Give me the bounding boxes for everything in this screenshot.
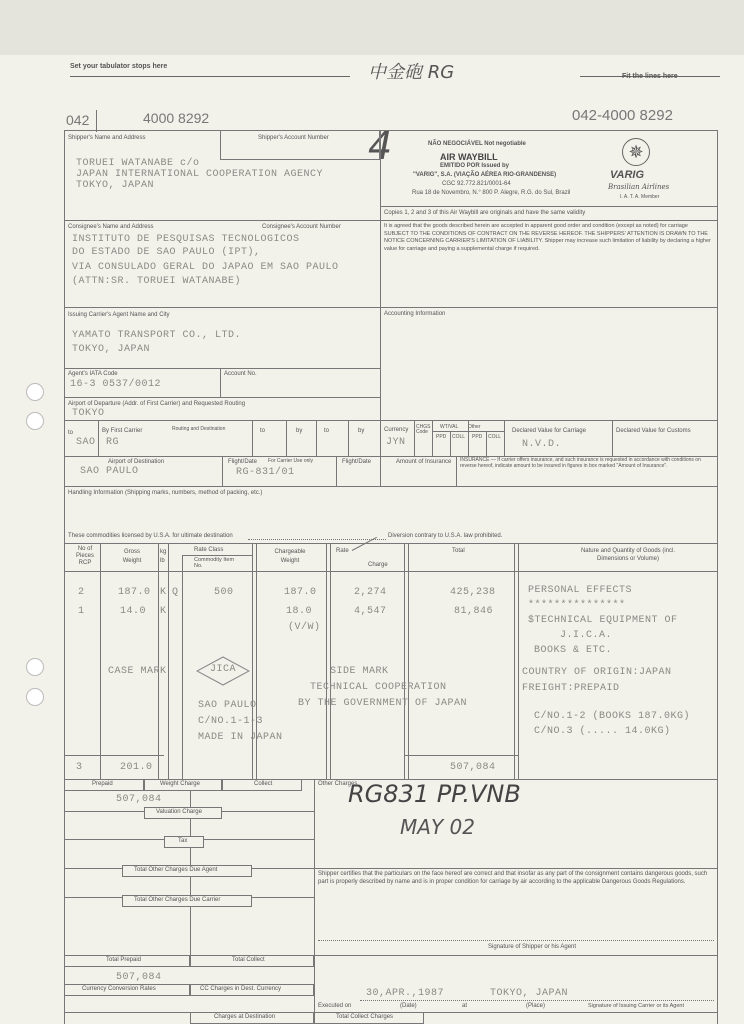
divider xyxy=(456,456,457,486)
carrier-use-label: For Carrier Use only xyxy=(268,458,314,464)
side-line: BY THE GOVERNMENT OF JAPAN xyxy=(298,698,468,709)
nature-line: *************** xyxy=(528,600,626,611)
case-mark: CASE MARK xyxy=(108,666,167,677)
cc-charges-label: CC Charges in Dest. Currency xyxy=(200,986,282,992)
divider xyxy=(514,543,515,779)
divider xyxy=(256,543,257,779)
row2-gross: 14.0 xyxy=(120,606,147,617)
divider xyxy=(326,543,327,779)
rate-header: Rate xyxy=(336,548,349,554)
agent-line: YAMATO TRANSPORT CO., LTD. xyxy=(72,330,242,341)
account-no-label: Account No. xyxy=(224,371,257,377)
total-gross: 201.0 xyxy=(120,762,153,773)
due-agent-label: Total Other Charges Due Agent xyxy=(134,867,218,873)
by3-label: by xyxy=(358,428,365,434)
total-prepaid-value: 507,084 xyxy=(116,972,162,983)
divider xyxy=(380,420,381,486)
at-label: at xyxy=(462,1003,468,1009)
insurance-note: INSURANCE — If carrier offers insurance, and such insurance is requested in accordance with conditions on reverse hereof, indicate amount to be insured in figures in box marked "Amount of Insurance". xyxy=(460,457,701,469)
row1-chargeable: 187.0 xyxy=(284,587,317,598)
iata-member: I. A. T. A. Member xyxy=(620,194,660,200)
to-label: to xyxy=(68,430,74,436)
dest-value: SAO PAULO xyxy=(80,466,139,477)
mark-line: SAO PAULO xyxy=(198,700,257,711)
row2-pieces: 1 xyxy=(78,606,85,617)
divider xyxy=(220,368,221,397)
divider xyxy=(64,307,718,308)
ppd-label: PPD xyxy=(472,434,483,440)
signature-line xyxy=(318,940,714,941)
ppd-label: PPD xyxy=(436,434,447,440)
conversion-label: Currency Conversion Rates xyxy=(82,986,156,992)
divider xyxy=(100,543,101,779)
currency-value: JYN xyxy=(386,437,406,448)
divider xyxy=(64,368,380,369)
awb-title: AIR WAYBILL xyxy=(440,152,498,162)
mark-line: C/NO.1-1-3 xyxy=(198,716,264,727)
agent-iata-value: 16-3 0537/0012 xyxy=(70,379,162,390)
date-label: (Date) xyxy=(400,1003,417,1009)
jica-diamond xyxy=(196,656,250,686)
row1-rate: 2,274 xyxy=(354,587,387,598)
charges-dest-label: Charges at Destination xyxy=(214,1014,276,1020)
divider xyxy=(182,555,252,556)
divider xyxy=(286,420,287,456)
pieces-header: No of Pieces RCP xyxy=(75,546,94,566)
prepaid-label: Prepaid xyxy=(92,781,113,787)
consignee-line: (ATTN:SR. TORUEI WATANABE) xyxy=(72,276,242,287)
nature-line: PERSONAL EFFECTS xyxy=(528,585,633,596)
total-collect-label: Total Collect xyxy=(232,957,265,963)
tabulator-text: Set your tabulator stops here xyxy=(70,63,168,70)
executed-on-label: Executed on xyxy=(318,1003,352,1009)
nature-line: BOOKS & ETC. xyxy=(534,645,613,656)
divider xyxy=(98,420,99,456)
departure-label: Airport of Departure (Addr. of First Carrier) and Requested Routing xyxy=(68,401,246,407)
signature-carrier-label: Signature of Issuing Carrier or its Agent xyxy=(588,1003,684,1009)
consignee-account-label: Consignee's Account Number xyxy=(262,224,341,230)
varig-script: Brasilian Airlines xyxy=(608,183,670,191)
row1-commodity: 500 xyxy=(214,587,234,598)
kg-header: kg lb xyxy=(160,549,167,564)
divider xyxy=(336,456,337,486)
divider xyxy=(190,877,191,897)
awb-prefix: 042 xyxy=(66,112,90,128)
weight-charge-label: Weight Charge xyxy=(160,781,200,787)
consignee-line: INSTITUTO DE PESQUISAS TECNOLOGICOS xyxy=(72,234,300,245)
divider xyxy=(404,755,518,756)
certification-text: Shipper certifies that the particulars on the face hereof are correct and that insofar as any part of the consignment contains dangerous goods, such part is properly described by name and is in proper condition for carriage by air according to the applicable Dangerous Goods Regulations. xyxy=(318,871,708,885)
carrier-address: Rua 18 de Novembro, N.° 800 P. Alegre, R.G. do Sul, Brazil xyxy=(412,190,571,196)
consignee-label: Consignee's Name and Address xyxy=(68,224,154,230)
first-carrier-value: RG xyxy=(106,437,120,448)
punch-hole xyxy=(26,412,44,430)
departure-value: TOKYO xyxy=(72,408,105,419)
chargeable-header: Chargeable Weight xyxy=(274,549,306,564)
handwritten-4: 4 xyxy=(368,124,393,168)
agent-iata-label: Agent's IATA Code xyxy=(68,371,118,377)
divider xyxy=(450,431,451,456)
insurance-label: Amount of Insurance xyxy=(396,459,452,465)
shipper-line: JAPAN INTERNATIONAL COOPERATION AGENCY xyxy=(76,169,324,180)
gross-header: Gross Weight xyxy=(122,549,142,564)
consignee-line: VIA CONSULADO GERAL DO JAPAO EM SAO PAULO xyxy=(72,262,339,273)
commodity-header: Commodity Item No. xyxy=(194,557,235,569)
row1-total: 425,238 xyxy=(450,587,496,598)
jica-mark: JICA xyxy=(210,664,237,675)
decl-customs-label: Declared Value for Customs xyxy=(616,428,691,434)
shipper-account-label: Shipper's Account Number xyxy=(258,135,329,141)
row2-kg: K xyxy=(160,606,167,617)
license-text: These commodities licensed by U.S.A. for ultimate destination xyxy=(68,533,233,539)
divider xyxy=(182,555,183,779)
divider xyxy=(432,420,433,456)
awb-number-right: 042-4000 8292 xyxy=(572,107,673,124)
punch-hole xyxy=(26,658,44,676)
nature-line: $TECHNICAL EQUIPMENT OF xyxy=(528,615,678,626)
punch-hole xyxy=(26,383,44,401)
flight2-label: Flight/Date xyxy=(342,459,372,465)
divider xyxy=(190,907,191,955)
consignee-line: DO ESTADO DE SAO PAULO (IPT), xyxy=(72,247,261,258)
awb-serial: 4000 8292 xyxy=(143,110,210,126)
total-pieces: 3 xyxy=(76,762,83,773)
tabulator-line xyxy=(70,76,350,77)
tax-label: Tax xyxy=(178,838,188,844)
divider xyxy=(222,456,223,486)
total-charge: 507,084 xyxy=(450,762,496,773)
chgs-code-label: CHGS Code xyxy=(416,424,431,435)
accounting-label: Accounting Information xyxy=(384,311,446,317)
handwritten-flight: RG831 PP.VNB xyxy=(348,780,521,808)
dotted-line xyxy=(248,539,386,540)
vw-note: (V/W) xyxy=(288,622,321,633)
total-collect-charges-label: Total Collect Charges xyxy=(336,1014,394,1020)
row2-chargeable: 18.0 xyxy=(286,606,313,617)
divider xyxy=(348,420,349,456)
to3-label: to xyxy=(324,428,330,434)
divider xyxy=(414,420,415,456)
divider xyxy=(504,420,505,456)
shipper-line: TORUEI WATANABE c/o xyxy=(76,158,200,169)
agent-label: Issuing Carrier's Agent Name and City xyxy=(68,312,170,318)
flight-label: Flight/Date xyxy=(228,459,258,465)
divider xyxy=(96,110,97,132)
coll-label: COLL xyxy=(488,434,502,440)
shipper-label: Shipper's Name and Address xyxy=(68,135,146,141)
fit-lines-text: Fit the lines here xyxy=(622,73,678,80)
divider xyxy=(380,220,718,221)
other-charges-label: Other Charges xyxy=(318,781,358,787)
nature-line: FREIGHT:PREPAID xyxy=(522,683,620,694)
row1-gross: 187.0 xyxy=(118,587,151,598)
issued-by: EMITIDO POR Issued by xyxy=(440,163,510,169)
divider xyxy=(64,571,718,572)
nature-line: COUNTRY OF ORIGIN:JAPAN xyxy=(522,667,672,678)
row1-rate-class: Q xyxy=(172,587,179,598)
execution-place: TOKYO, JAPAN xyxy=(490,988,569,999)
dest-label: Airport of Destination xyxy=(108,459,165,465)
tear-strip xyxy=(0,0,744,56)
coll-label: COLL xyxy=(452,434,466,440)
execution-line xyxy=(360,1000,714,1001)
divider xyxy=(252,420,253,456)
nature-line: C/NO.1-2 (BOOKS 187.0KG) xyxy=(534,711,691,722)
divider xyxy=(168,543,169,779)
divider xyxy=(468,420,469,456)
copies-note: Copies 1, 2 and 3 of this Air Waybill are originals and have the same validity xyxy=(384,210,586,216)
side-line: TECHNICAL COOPERATION xyxy=(310,682,447,693)
execution-date: 30,APR.,1987 xyxy=(366,988,445,999)
by2-label: by xyxy=(296,428,303,434)
divider xyxy=(380,130,381,420)
row1-kg: K xyxy=(160,587,167,598)
decl-carriage-label: Declared Value for Carriage xyxy=(512,428,586,434)
handwritten-date: MAY 02 xyxy=(400,815,475,839)
row1-pieces: 2 xyxy=(78,587,85,598)
nature-line: J.I.C.A. xyxy=(560,630,613,641)
carrier-company: "VARIG", S.A. (VIAÇÃO AÉREA RIO-GRANDENSE) xyxy=(413,172,557,178)
divider xyxy=(64,543,718,544)
varig-logo: VARIG xyxy=(610,169,645,181)
shipper-line: TOKYO, JAPAN xyxy=(76,180,155,191)
divider xyxy=(408,543,409,779)
due-carrier-label: Total Other Charges Due Carrier xyxy=(134,897,221,903)
currency-label: Currency xyxy=(384,427,409,433)
divider xyxy=(64,486,718,487)
first-carrier-label: By First Carrier xyxy=(102,428,143,434)
divider xyxy=(380,206,718,207)
divider xyxy=(612,420,613,456)
nature-line: C/NO.3 (..... 14.0KG) xyxy=(534,726,671,737)
not-negotiable: NÃO NEGOCIÁVEL Not negotiable xyxy=(428,141,526,147)
diversion-text: Diversion contrary to U.S.A. law prohibited. xyxy=(388,533,503,539)
divider xyxy=(330,543,331,779)
punch-hole xyxy=(26,688,44,706)
other-label: Other xyxy=(468,424,481,430)
wtval-label: WT/VAL xyxy=(440,424,459,430)
handwritten-top: 中金砲 RG xyxy=(368,62,455,83)
total-prepaid-label: Total Prepaid xyxy=(106,957,142,963)
carrier-cgc: CGC 92.772.821/0001-64 xyxy=(442,181,511,187)
divider xyxy=(158,543,159,779)
divider xyxy=(518,543,519,779)
divider xyxy=(316,420,317,456)
place-label: (Place) xyxy=(526,1003,546,1009)
handling-label: Handling Information (Shipping marks, numbers, method of packing, etc.) xyxy=(68,490,263,496)
total-header: Total xyxy=(452,548,465,554)
mark-line: MADE IN JAPAN xyxy=(198,732,283,743)
side-line: SIDE MARK xyxy=(330,666,389,677)
nature-header: Nature and Quantity of Goods (incl. Dimensions or Volume) xyxy=(580,548,676,562)
divider xyxy=(404,543,405,779)
row2-total: 81,846 xyxy=(454,606,494,617)
collect-label: Collect xyxy=(254,781,273,787)
to-value: SAO xyxy=(76,437,96,448)
divider xyxy=(252,543,253,779)
divider xyxy=(64,755,164,756)
divider xyxy=(64,420,718,421)
decl-carriage-value: N.V.D. xyxy=(522,439,562,450)
valuation-label: Valuation Charge xyxy=(156,809,202,815)
divider xyxy=(314,779,315,1024)
agent-line: TOKYO, JAPAN xyxy=(72,344,151,355)
divider xyxy=(64,397,380,398)
to2-label: to xyxy=(260,428,266,434)
charge-header: Charge xyxy=(368,562,388,568)
rate-class-header: Rate Class xyxy=(194,547,224,553)
row2-rate: 4,547 xyxy=(354,606,387,617)
flight-value: RG-831/01 xyxy=(236,467,295,478)
compass-rose-icon: ✵ xyxy=(622,138,650,166)
prepaid-weight-value: 507,084 xyxy=(116,794,162,805)
divider xyxy=(486,431,487,456)
signature-shipper-label: Signature of Shipper or his Agent xyxy=(488,944,577,950)
routing-dest-label: Routing and Destination xyxy=(172,426,226,432)
divider xyxy=(64,220,380,221)
conditions-text: It is agreed that the goods described herein are accepted in apparent good order and condition (except as noted) for carriage SUBJECT TO THE CONDITIONS OF CONTRACT ON THE REVERSE HEREOF. THE SHIPPERS' ATTENTION IS DRAWN TO THE NOTICE CONCERNING CARRIER'S LIMITATION OF LIABILITY. Shipper may increase such limitation of liability by declaring a higher value for carriage and paying a supplemental charge if required. xyxy=(384,223,711,252)
